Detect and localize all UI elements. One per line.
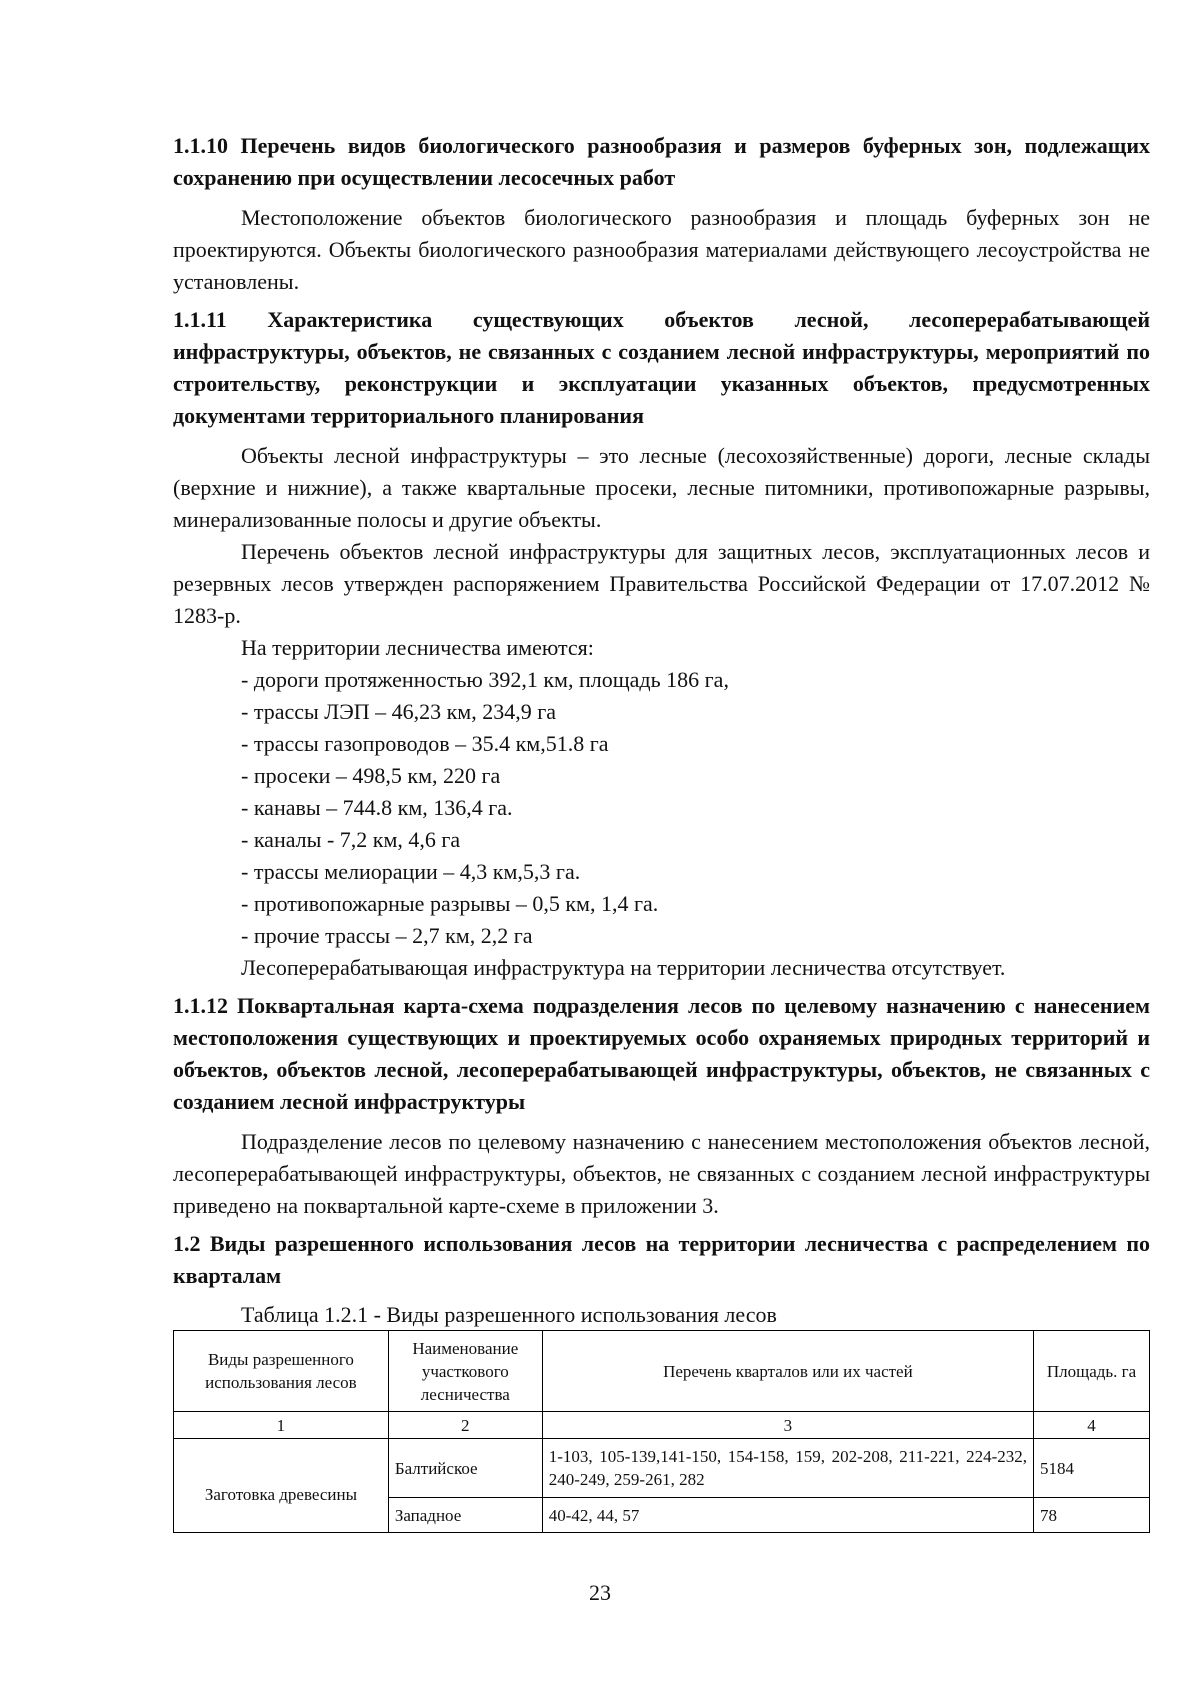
document-page: [173, 130, 1150, 1533]
list-item: - канавы – 744.8 км, 136,4 га.: [241, 795, 513, 820]
table-column-number-row: [174, 1412, 1150, 1439]
column-number: 3: [542, 1412, 1033, 1439]
paragraph-infrastructure-list-order: Перечень объектов лесной инфраструктуры для защитных лесов, эксплуатационных лесов и резервных лесов утвержден распоряжением Правительства Российской Федерации от 17.07.2012 № 1283-р.: [173, 539, 1150, 628]
cell-quarters: 1-103, 105-139,141-150, 154-158, 159, 202-208, 211-221, 224-232, 240-249, 259-261, 282: [542, 1439, 1033, 1498]
list-item: - дороги протяженностью 392,1 км, площадь 186 га,: [241, 667, 729, 692]
table-caption: Таблица 1.2.1 - Виды разрешенного использования лесов: [241, 1302, 777, 1327]
heading-1-1-11: 1.1.11 Характеристика существующих объектов лесной, лесоперерабатывающей инфраструктуры, объектов, не связанных с созданием лесной инфраструктуры, мероприятий по строительству, реконструкции и эксплуатации указанных объектов, предусмотренных документами территориального планирования: [173, 307, 1150, 428]
header-forestry: Наименование участкового лесничества: [388, 1331, 542, 1412]
list-item: - трассы мелиорации – 4,3 км,5,3 га.: [241, 859, 581, 884]
paragraph-infrastructure-objects: Объекты лесной инфраструктуры – это лесные (лесохозяйственные) дороги, лесные склады (верхние и нижние), а также квартальные просеки, лесные питомники, противопожарные разрывы, минерализованные полосы и другие объекты.: [173, 443, 1150, 532]
permitted-use-table: [173, 1330, 1150, 1533]
column-number: 2: [388, 1412, 542, 1439]
cell-area: 5184: [1034, 1439, 1150, 1498]
header-area: Площадь. га: [1034, 1331, 1150, 1412]
cell-quarters: 40-42, 44, 57: [542, 1498, 1033, 1533]
heading-1-1-10: 1.1.10 Перечень видов биологического разнообразия и размеров буферных зон, подлежащих сохранению при осуществлении лесосечных работ: [173, 133, 1150, 190]
cell-use-type: Заготовка древесины: [174, 1439, 389, 1533]
list-item: - трассы газопроводов – 35.4 км,51.8 га: [241, 731, 609, 756]
cell-forestry: Балтийское: [388, 1439, 542, 1498]
list-item: - прочие трассы – 2,7 км, 2,2 га: [241, 923, 533, 948]
page-number: 23: [589, 1580, 611, 1605]
list-item: - просеки – 498,5 км, 220 га: [241, 763, 501, 788]
paragraph-biodiversity: Местоположение объектов биологического разнообразия и площадь буферных зон не проектируются. Объекты биологического разнообразия материалами действующего лесоустройства не установлены.: [173, 205, 1150, 294]
paragraph-map-scheme: Подразделение лесов по целевому назначению с нанесением местоположения объектов лесной, лесоперерабатывающей инфраструктуры, объектов, не связанных с созданием лесной инфраструктуры приведено на поквартальной карте-схеме в приложении 3.: [173, 1129, 1150, 1218]
paragraph-closing: Лесоперерабатывающая инфраструктура на территории лесничества отсутствует.: [241, 955, 1006, 980]
heading-1-1-12: 1.1.12 Поквартальная карта-схема подразделения лесов по целевому назначению с нанесением местоположения существующих и проектируемых особо охраняемых природных территорий и объектов, объектов лесной, лесоперерабатывающей инфраструктуры, объектов, не связанных с созданием лесной инфраструктуры: [173, 993, 1150, 1114]
table-header-row: [174, 1331, 1150, 1412]
heading-1-2: 1.2 Виды разрешенного использования лесов на территории лесничества с распределением по кварталам: [173, 1231, 1150, 1288]
column-number: 1: [174, 1412, 389, 1439]
table-row: [174, 1439, 1150, 1498]
list-item: - трассы ЛЭП – 46,23 км, 234,9 га: [241, 699, 557, 724]
header-use-type: Виды разрешенного использования лесов: [174, 1331, 389, 1412]
list-intro: На территории лесничества имеются:: [241, 635, 594, 660]
header-quarters: Перечень кварталов или их частей: [542, 1331, 1033, 1412]
list-item: - каналы - 7,2 км, 4,6 га: [241, 827, 461, 852]
cell-forestry: Западное: [388, 1498, 542, 1533]
column-number: 4: [1034, 1412, 1150, 1439]
list-item: - противопожарные разрывы – 0,5 км, 1,4 га.: [241, 891, 659, 916]
cell-area: 78: [1034, 1498, 1150, 1533]
